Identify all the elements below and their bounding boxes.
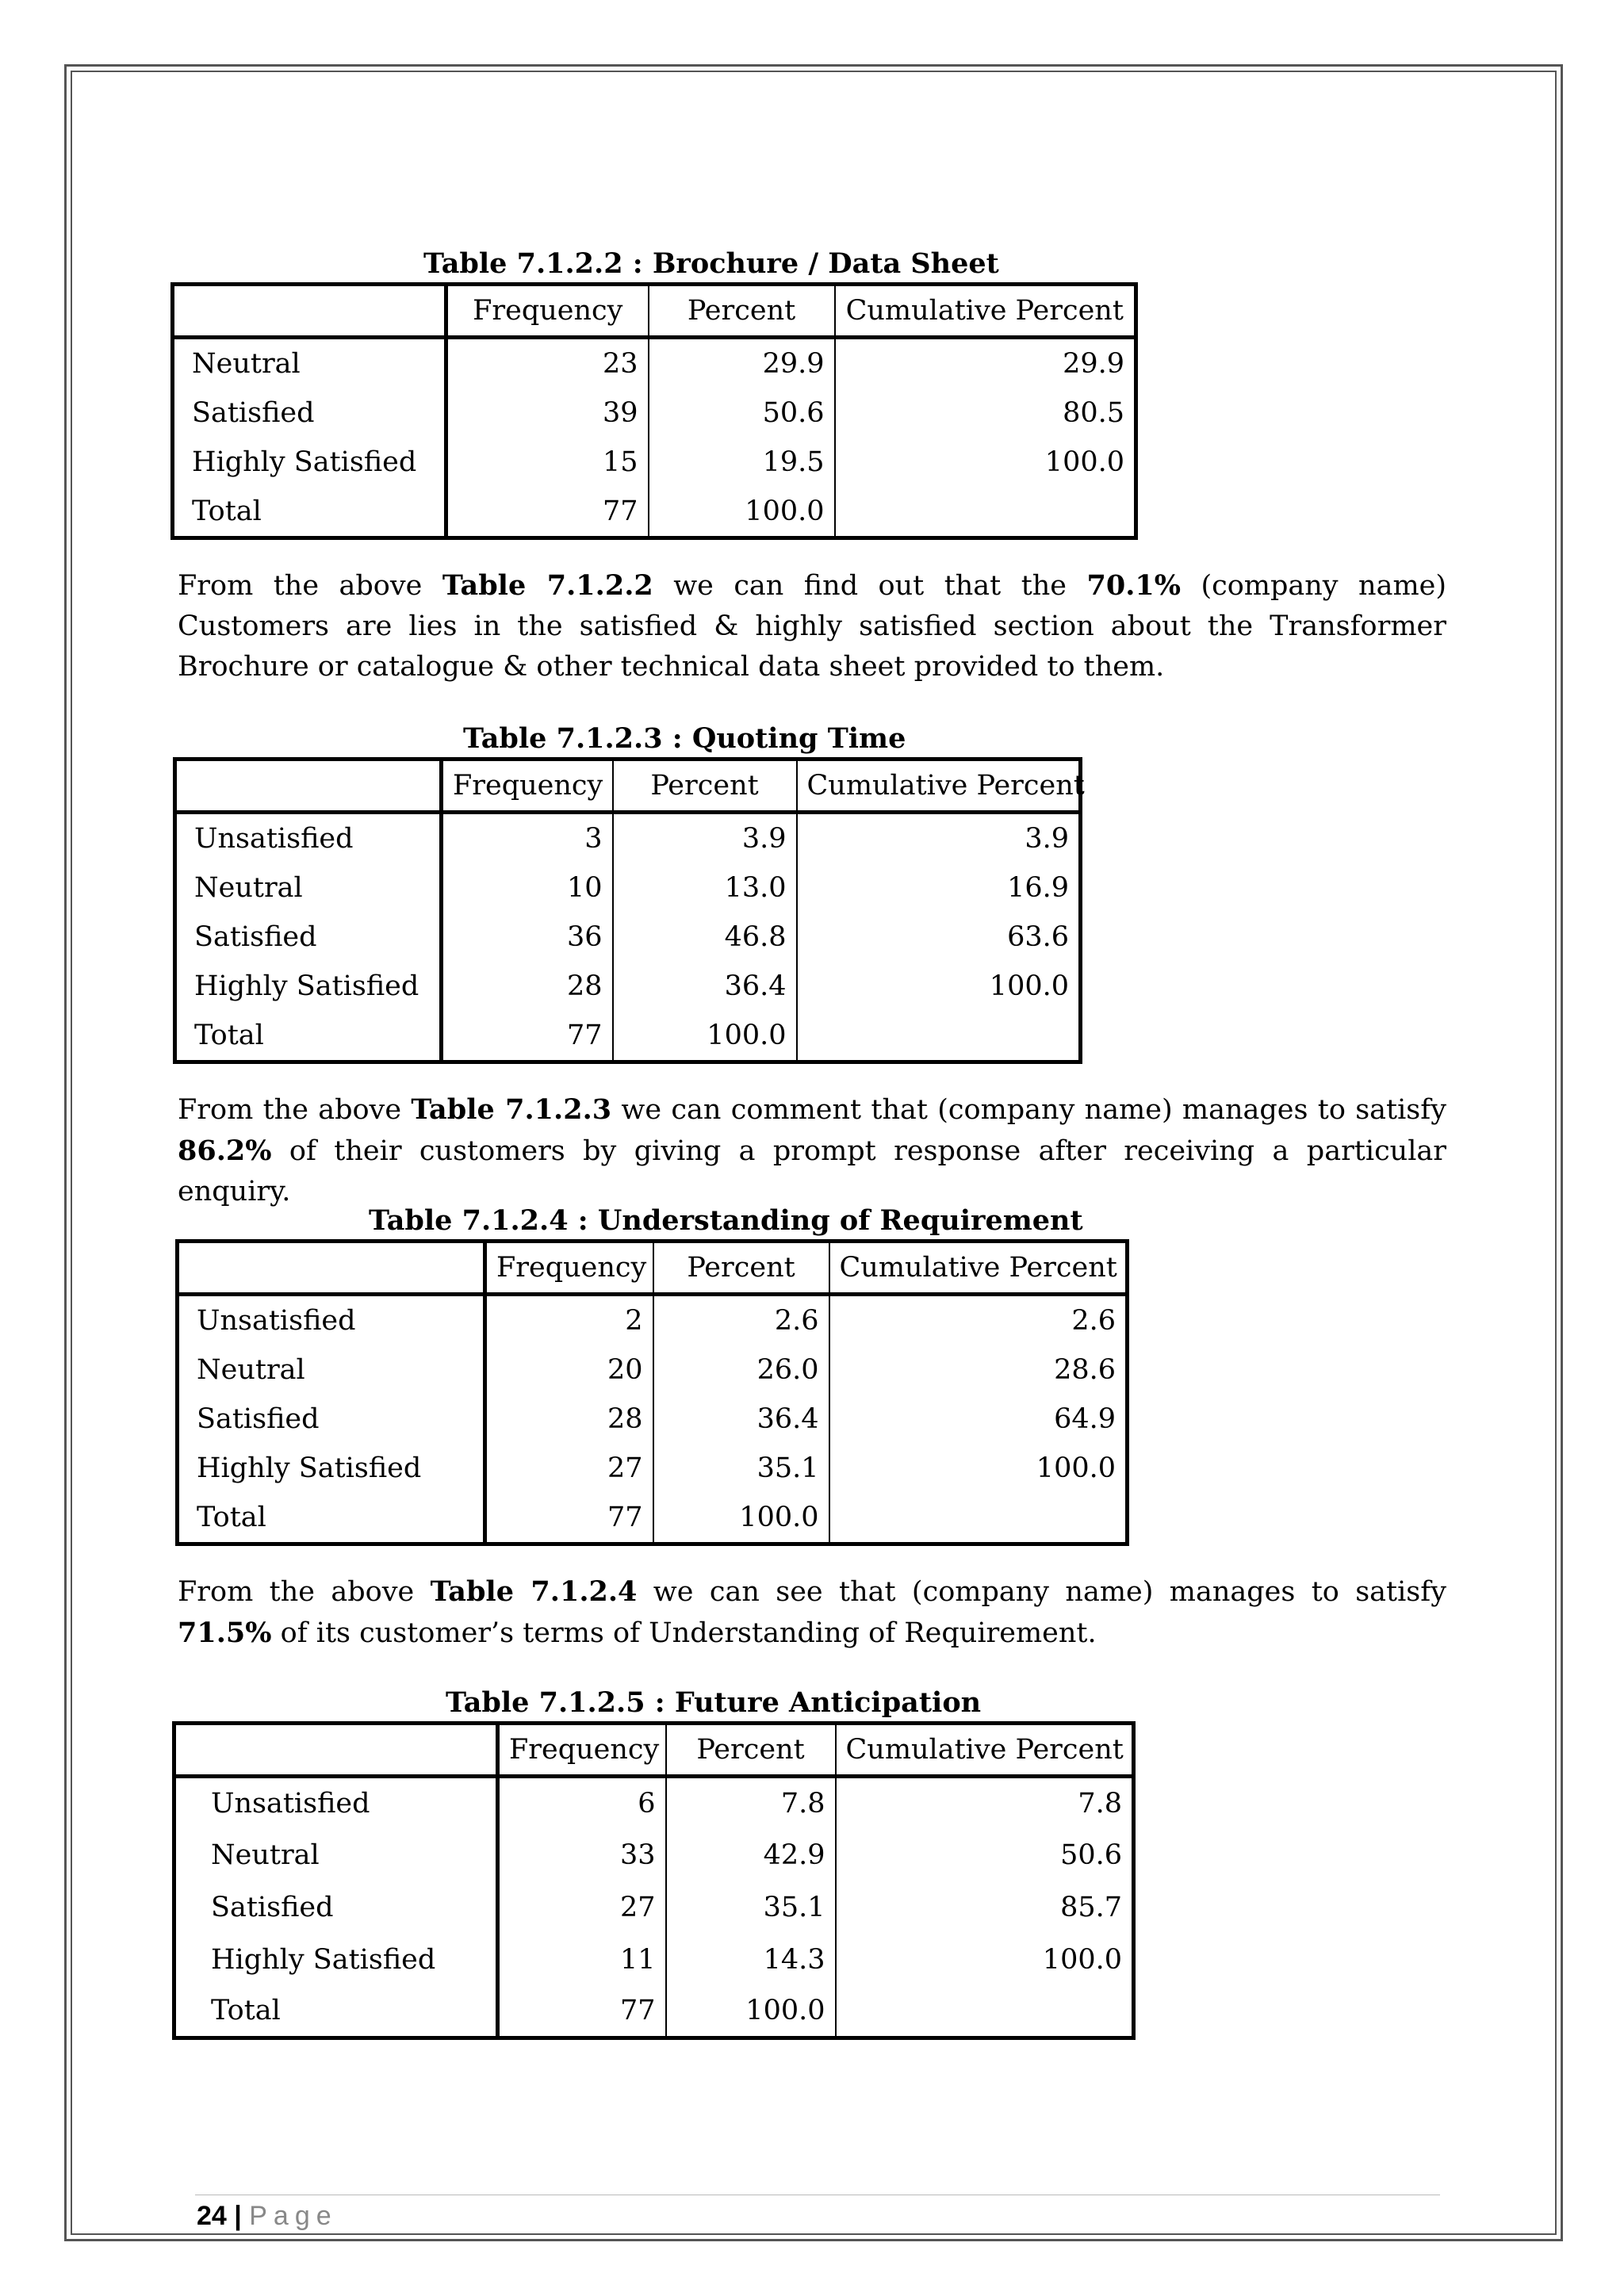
header-frequency: Frequency xyxy=(498,1724,666,1777)
table-row xyxy=(175,913,1081,962)
percent-value: 14.3 xyxy=(666,1934,836,1986)
frequency-value: 20 xyxy=(607,1354,643,1386)
header-cell-blank xyxy=(173,285,446,338)
table-row xyxy=(178,1444,1128,1493)
header-cell-blank xyxy=(178,1242,485,1295)
cumulative-value: 3.9 xyxy=(797,813,1081,864)
cumulative-value xyxy=(829,1493,1128,1544)
paragraph-text: From the above xyxy=(178,570,442,602)
percent-value: 46.8 xyxy=(613,913,797,962)
percent-value: 26.0 xyxy=(653,1345,829,1395)
row-label: Neutral xyxy=(174,1829,498,1881)
frequency-value: 15 xyxy=(602,446,638,478)
row-label: Highly Satisfied xyxy=(178,1444,485,1493)
cumulative-value: 80.5 xyxy=(835,388,1136,438)
table-caption-understanding: Table 7.1.2.4 : Understanding of Requirement xyxy=(369,1204,1083,1237)
row-label: Total xyxy=(175,1011,442,1062)
row-label: Highly Satisfied xyxy=(173,438,446,487)
paragraph-brochure-summary xyxy=(178,565,1446,687)
percent-value: 42.9 xyxy=(666,1829,836,1881)
percent-value: 50.6 xyxy=(649,388,835,438)
table-caption-future-anticipation: Table 7.1.2.5 : Future Anticipation xyxy=(446,1686,982,1719)
paragraph-text: we can see that (company name) manages to satisfy xyxy=(637,1576,1446,1608)
frequency-value: 10 xyxy=(566,872,603,904)
frequency-value: 27 xyxy=(607,1452,643,1484)
header-cumulative-percent: Cumulative Percent xyxy=(835,285,1136,338)
header-percent: Percent xyxy=(613,760,797,813)
header-percent: Percent xyxy=(649,285,835,338)
percent-value: 13.0 xyxy=(613,863,797,913)
cumulative-value: 29.9 xyxy=(835,338,1136,389)
table-row-total xyxy=(175,1011,1081,1062)
row-label: Unsatisfied xyxy=(174,1777,498,1829)
cumulative-value: 7.8 xyxy=(836,1777,1134,1829)
header-frequency: Frequency xyxy=(446,285,649,338)
paragraph-text: of their customers by giving a prompt response after receiving a particular enquiry. xyxy=(178,1135,1446,1207)
table-caption-brochure: Table 7.1.2.2 : Brochure / Data Sheet xyxy=(423,247,999,280)
frequency-value: 11 xyxy=(619,1943,656,1976)
percent-value: 2.6 xyxy=(653,1295,829,1346)
percent-value: 35.1 xyxy=(666,1881,836,1934)
highlight-percent: 86.2% xyxy=(178,1135,272,1167)
header-percent: Percent xyxy=(666,1724,836,1777)
table-future-anticipation xyxy=(172,1721,1136,2040)
cumulative-value xyxy=(797,1011,1081,1062)
paragraph-text: of its customer’s terms of Understanding of Requirement. xyxy=(271,1617,1097,1649)
row-label: Neutral xyxy=(178,1345,485,1395)
table-reference: Table 7.1.2.4 xyxy=(430,1575,638,1608)
row-label: Total xyxy=(174,1986,498,2038)
table-row xyxy=(174,1829,1134,1881)
table-reference: Table 7.1.2.2 xyxy=(442,569,653,602)
table-row xyxy=(173,338,1136,389)
paragraph-understanding-summary xyxy=(178,1571,1446,1654)
percent-value: 100.0 xyxy=(653,1493,829,1544)
table-row xyxy=(178,1295,1128,1346)
footer-separator: | xyxy=(234,2201,242,2231)
row-label: Satisfied xyxy=(175,913,442,962)
paragraph-text: From the above xyxy=(178,1094,412,1126)
frequency-value: 36 xyxy=(566,921,603,953)
cumulative-value: 2.6 xyxy=(829,1295,1128,1346)
header-cumulative-percent: Cumulative Percent xyxy=(829,1242,1128,1295)
frequency-value: 3 xyxy=(584,823,603,855)
table-row xyxy=(175,863,1081,913)
row-label: Satisfied xyxy=(174,1881,498,1934)
percent-value: 36.4 xyxy=(653,1395,829,1444)
frequency-value: 77 xyxy=(566,1020,603,1051)
header-cell-blank xyxy=(175,760,442,813)
row-label: Satisfied xyxy=(173,388,446,438)
table-row xyxy=(174,1934,1134,1986)
table-reference: Table 7.1.2.3 xyxy=(411,1093,612,1126)
percent-value: 100.0 xyxy=(613,1011,797,1062)
cumulative-value: 16.9 xyxy=(797,863,1081,913)
row-label: Highly Satisfied xyxy=(174,1934,498,1986)
table-caption-quoting-time: Table 7.1.2.3 : Quoting Time xyxy=(463,722,906,755)
cumulative-value xyxy=(835,487,1136,538)
header-cell-blank xyxy=(174,1724,498,1777)
cumulative-value: 100.0 xyxy=(797,962,1081,1011)
page-number: 24 xyxy=(197,2201,227,2231)
row-label: Neutral xyxy=(175,863,442,913)
highlight-percent: 70.1% xyxy=(1086,569,1182,602)
table-row-total xyxy=(173,487,1136,538)
paragraph-text: (company name) Customers are lies in the satisfied & highly satisfied section about the Transformer Brochure or catalogue & other technical data sheet provided to them. xyxy=(178,570,1447,683)
percent-value: 29.9 xyxy=(649,338,835,389)
frequency-value: 2 xyxy=(625,1305,643,1337)
header-cumulative-percent: Cumulative Percent xyxy=(836,1724,1134,1777)
cumulative-value: 100.0 xyxy=(836,1934,1134,1986)
row-label: Total xyxy=(178,1493,485,1544)
cumulative-value: 100.0 xyxy=(835,438,1136,487)
cumulative-value: 100.0 xyxy=(829,1444,1128,1493)
cumulative-value: 50.6 xyxy=(836,1829,1134,1881)
paragraph-text: From the above xyxy=(178,1576,431,1608)
frequency-value: 33 xyxy=(619,1839,656,1871)
cumulative-value: 64.9 xyxy=(829,1395,1128,1444)
page-footer xyxy=(197,2201,338,2232)
percent-value: 7.8 xyxy=(666,1777,836,1829)
frequency-value: 28 xyxy=(607,1403,643,1435)
percent-value: 100.0 xyxy=(666,1986,836,2038)
paragraph-quoting-time-summary xyxy=(178,1089,1446,1212)
cumulative-value: 28.6 xyxy=(829,1345,1128,1395)
highlight-percent: 71.5% xyxy=(178,1617,272,1649)
row-label: Total xyxy=(173,487,446,538)
frequency-value: 6 xyxy=(638,1787,656,1820)
percent-value: 36.4 xyxy=(613,962,797,1011)
table-row-total xyxy=(178,1493,1128,1544)
page-label: Page xyxy=(249,2201,338,2231)
frequency-value: 39 xyxy=(602,397,638,429)
frequency-value: 77 xyxy=(607,1502,643,1533)
cumulative-value: 85.7 xyxy=(836,1881,1134,1934)
percent-value: 100.0 xyxy=(649,487,835,538)
table-quoting-time xyxy=(173,757,1085,1064)
header-frequency: Frequency xyxy=(485,1242,653,1295)
table-row xyxy=(174,1777,1134,1829)
cumulative-value: 63.6 xyxy=(797,913,1081,962)
table-understanding-of-requirement xyxy=(175,1239,1129,1546)
frequency-value: 28 xyxy=(566,970,603,1002)
percent-value: 19.5 xyxy=(649,438,835,487)
table-row xyxy=(173,388,1136,438)
frequency-value: 27 xyxy=(619,1891,656,1923)
row-label: Highly Satisfied xyxy=(175,962,442,1011)
frequency-value: 77 xyxy=(619,1995,656,2027)
cumulative-value xyxy=(836,1986,1134,2038)
paragraph-text: we can comment that (company name) manages to satisfy xyxy=(611,1094,1446,1126)
row-label: Unsatisfied xyxy=(175,813,442,864)
table-brochure-data-sheet xyxy=(170,282,1138,540)
frequency-value: 77 xyxy=(602,496,638,527)
row-label: Satisfied xyxy=(178,1395,485,1444)
header-cumulative-percent: Cumulative Percent xyxy=(797,760,1081,813)
row-label: Neutral xyxy=(173,338,446,389)
table-row xyxy=(174,1881,1134,1934)
table-row-total xyxy=(174,1986,1134,2038)
percent-value: 3.9 xyxy=(613,813,797,864)
paragraph-text: we can find out that the xyxy=(653,570,1087,602)
header-frequency: Frequency xyxy=(442,760,613,813)
table-row xyxy=(178,1345,1128,1395)
header-percent: Percent xyxy=(653,1242,829,1295)
percent-value: 35.1 xyxy=(653,1444,829,1493)
table-row xyxy=(173,438,1136,487)
row-label: Unsatisfied xyxy=(178,1295,485,1346)
table-row xyxy=(178,1395,1128,1444)
table-row xyxy=(175,813,1081,864)
frequency-value: 23 xyxy=(602,348,638,380)
table-row xyxy=(175,962,1081,1011)
